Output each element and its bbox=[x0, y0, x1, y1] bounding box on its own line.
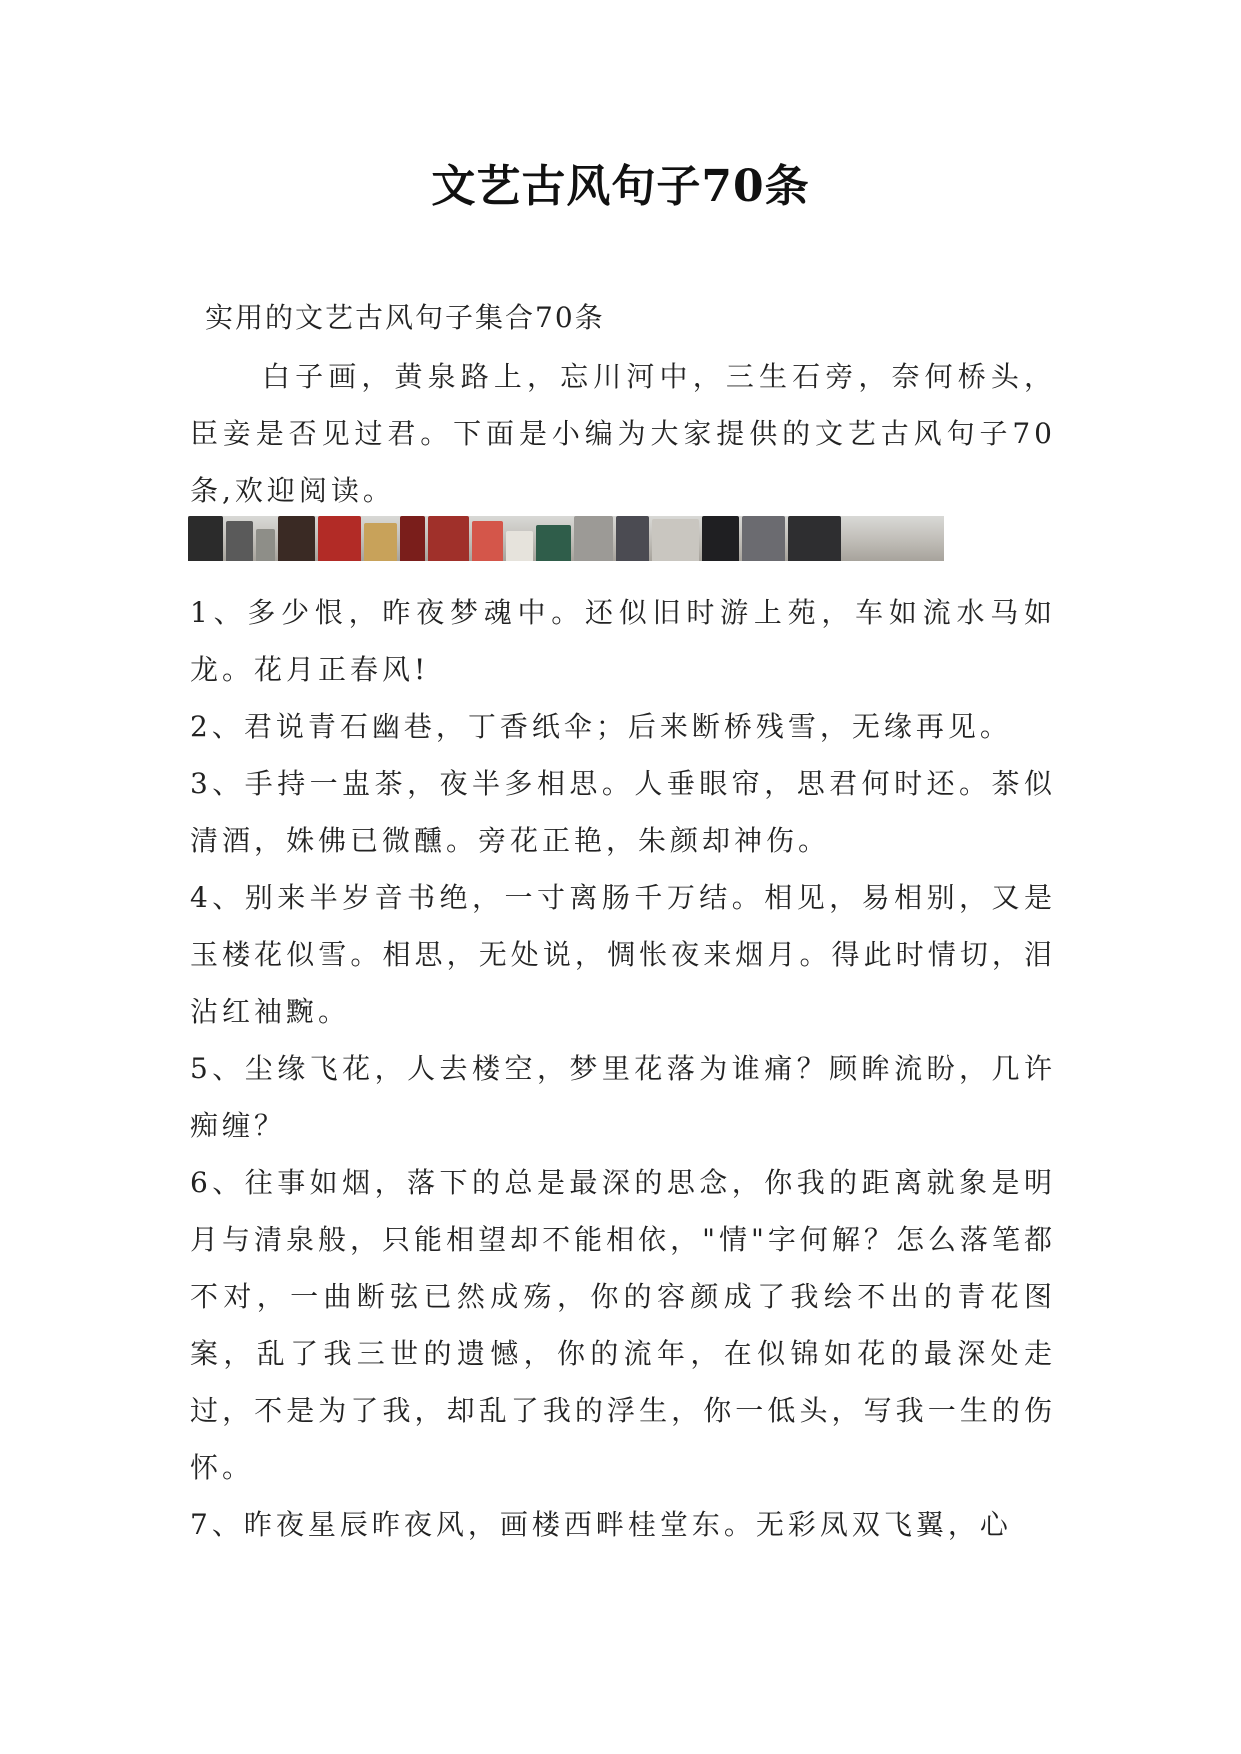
list-item: 3、手持一盅茶，夜半多相思。人垂眼帘，思君何时还。茶似清酒，姝佛已微醺。旁花正艳，朱颜却神伤。 bbox=[190, 767, 1056, 857]
photo-object bbox=[472, 521, 503, 561]
list-item: 5、尘缘飞花，人去楼空，梦里花落为谁痛？顾眸流盼，几许痴缠？ bbox=[190, 1052, 1056, 1142]
photo-object bbox=[256, 529, 275, 561]
photo-object bbox=[278, 516, 315, 561]
photo-object bbox=[400, 516, 425, 561]
photo-object bbox=[702, 516, 739, 561]
photo-object bbox=[318, 516, 361, 561]
photo-object bbox=[226, 521, 253, 561]
list-item: 4、别来半岁音书绝，一寸离肠千万结。相见，易相别，又是玉楼花似雪。相思，无处说，惆怅夜来烟月。得此时情切，泪沾红袖黦。 bbox=[190, 881, 1056, 1028]
sentence-list bbox=[190, 584, 1056, 1553]
photo-object bbox=[506, 531, 533, 561]
page-title: 文艺古风句子70条 bbox=[431, 161, 810, 212]
photo-object bbox=[536, 525, 571, 561]
photo-object bbox=[364, 523, 397, 561]
list-item: 2、君说青石幽巷，丁香纸伞；后来断桥残雪，无缘再见。 bbox=[190, 710, 1012, 743]
photo-object bbox=[574, 516, 613, 561]
page-subtitle: 实用的文艺古风句子集合70条 bbox=[205, 301, 605, 334]
photo-object bbox=[188, 516, 223, 561]
photo-object bbox=[428, 516, 469, 561]
photo-strip-image bbox=[188, 516, 944, 561]
photo-object bbox=[652, 519, 699, 561]
photo-object bbox=[742, 516, 785, 561]
list-item: 6、往事如烟，落下的总是最深的思念，你我的距离就象是明月与清泉般，只能相望却不能相依，"情"字何解？怎么落笔都不对，一曲断弦已然成殇，你的容颜成了我绘不出的青花图案，乱了我三世的遗憾，你的流年，在似锦如花的最深处走过，不是为了我，却乱了我的浮生，你一低头，写我一生的伤怀。 bbox=[190, 1166, 1056, 1484]
list-item: 7、昨夜星辰昨夜风，画楼西畔桂堂东。无彩凤双飞翼，心 bbox=[190, 1508, 1012, 1541]
list-item: 1、多少恨，昨夜梦魂中。还似旧时游上苑，车如流水马如龙。花月正春风! bbox=[190, 596, 1056, 686]
photo-object bbox=[616, 516, 649, 561]
photo-object bbox=[788, 516, 841, 561]
intro-paragraph: 白子画，黄泉路上，忘川河中，三生石旁，奈何桥头，臣妾是否见过君。下面是小编为大家提供的文艺古风句子70条,欢迎阅读。 bbox=[190, 360, 1056, 507]
